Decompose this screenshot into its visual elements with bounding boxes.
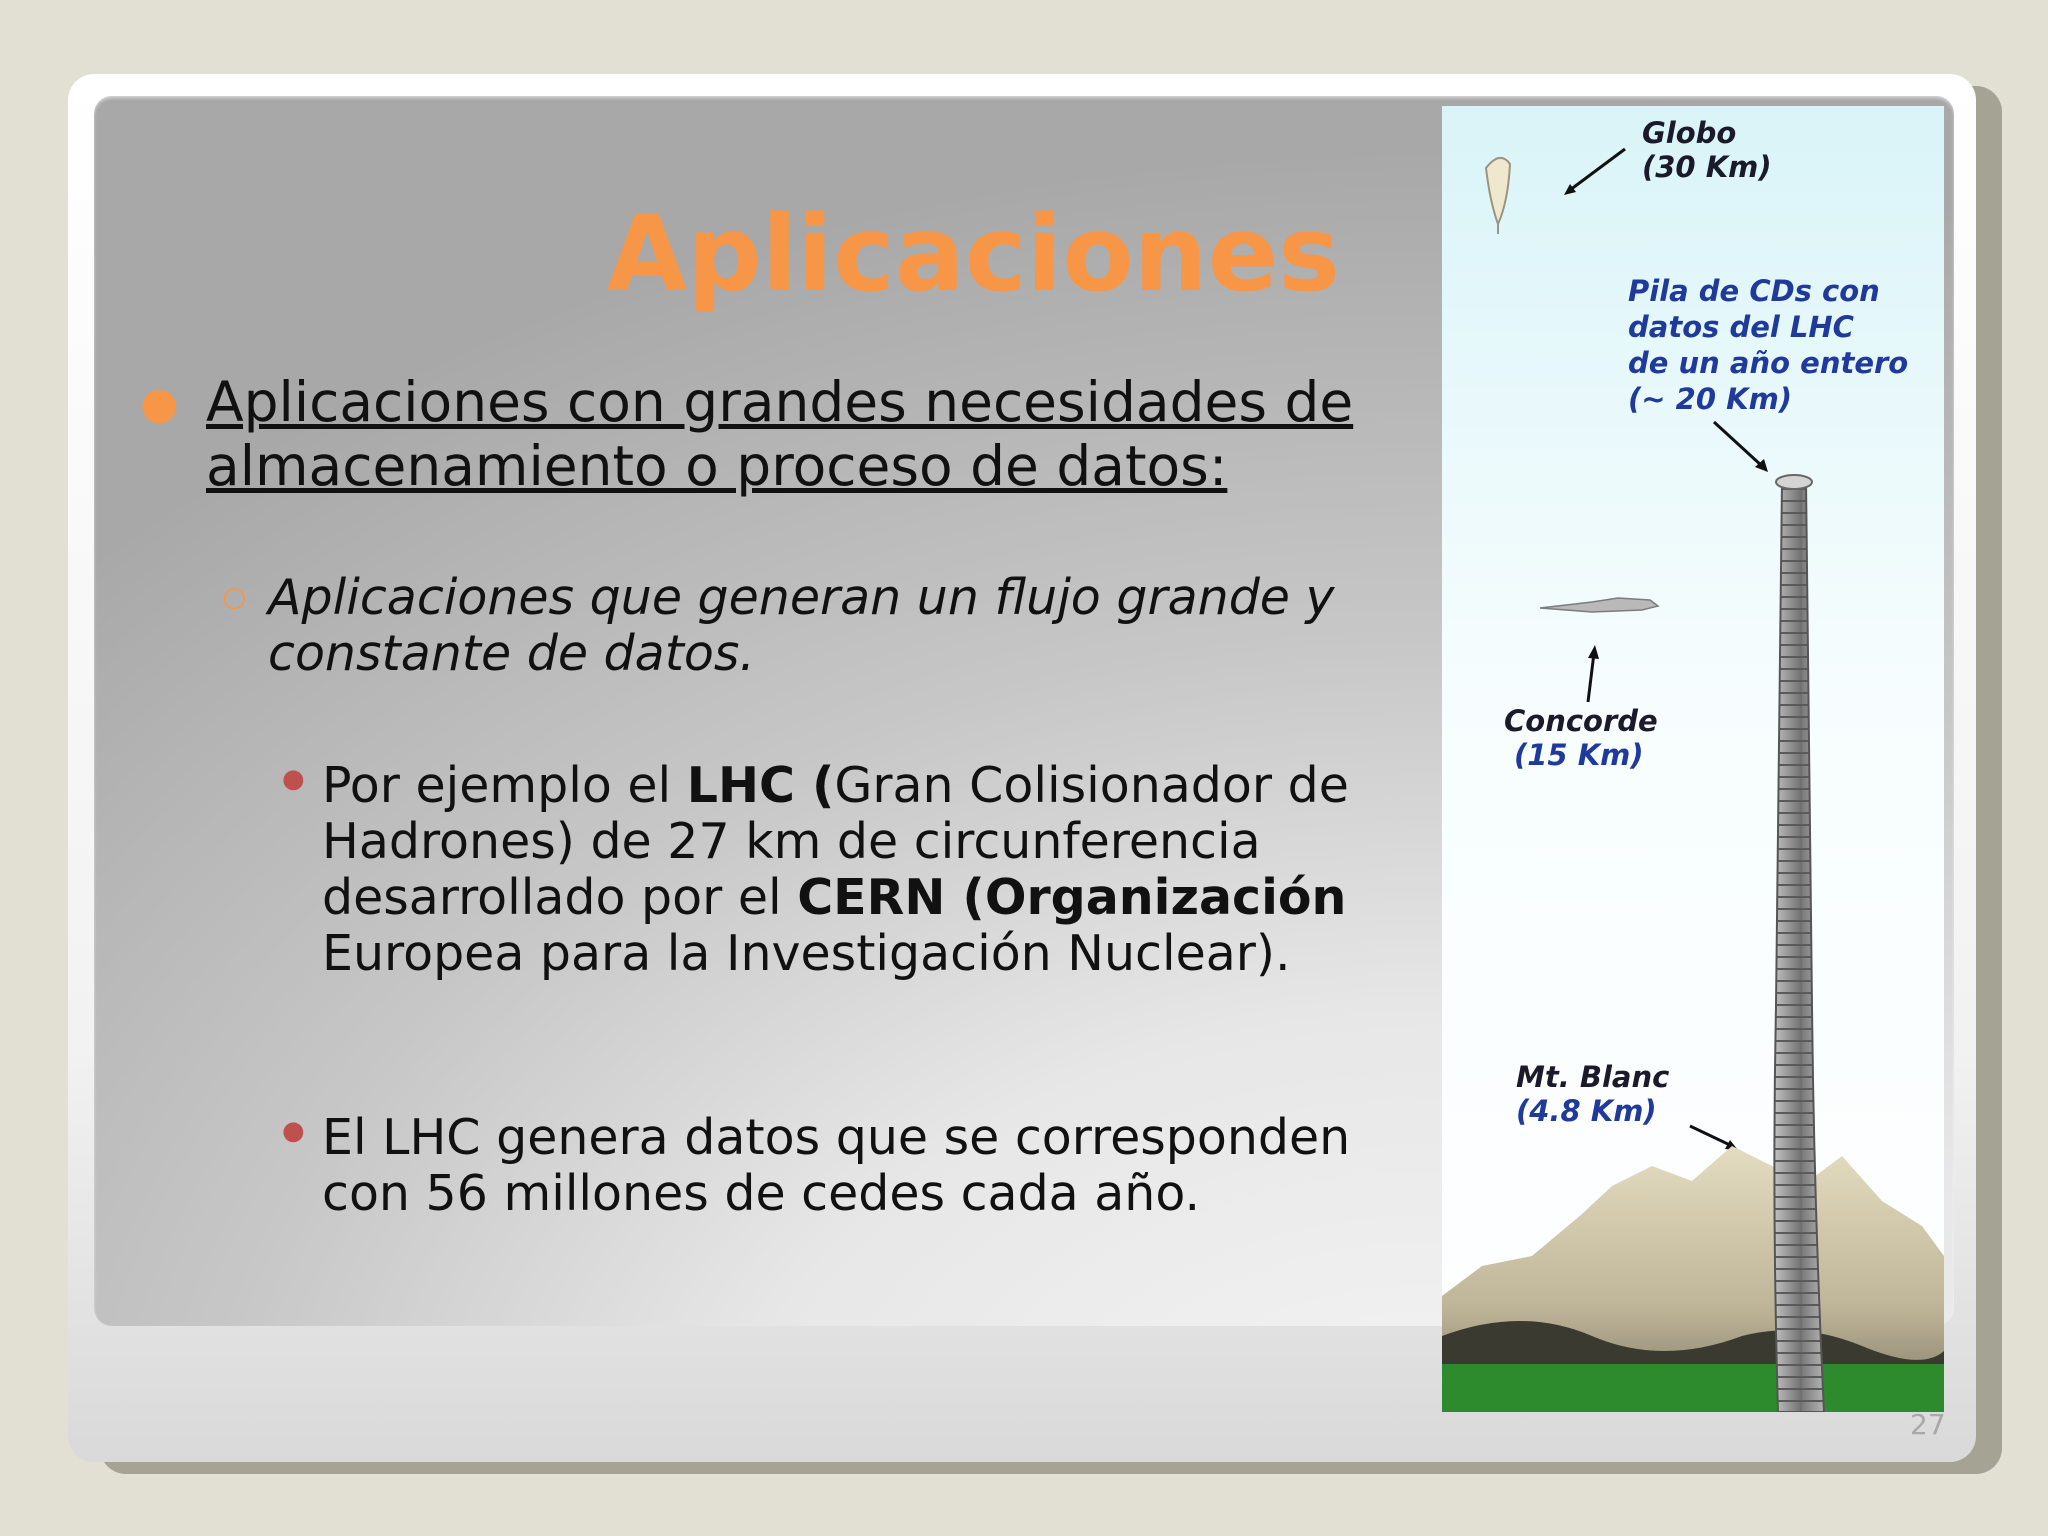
grass-strip <box>1442 1364 1944 1412</box>
bullet-dot-icon: ● <box>140 378 179 429</box>
page-number: 27 <box>1910 1408 1946 1441</box>
bullet-level3-data-text: El LHC genera datos que se corresponden con 56 millones de cedes cada año. <box>322 1109 1351 1222</box>
label-blanc-alt: (4.8 Km) <box>1516 1094 1657 1128</box>
lhc-text-part1: Por ejemplo el <box>322 757 687 814</box>
bullet-level3-lhc-text <box>322 758 1402 982</box>
cern-bold: CERN (Organización <box>797 869 1347 926</box>
lhc-text-part2: Gran Colisionador de Hadrones) de 27 km de circunferencia desarrollado por el <box>322 757 1349 926</box>
bullet-ring-icon: ○ <box>222 580 247 613</box>
label-concorde-name: Concorde <box>1504 704 1658 738</box>
lhc-text-part3: Europea para la Investigación Nuclear). <box>322 925 1291 982</box>
lhc-bold: LHC ( <box>686 757 835 814</box>
bullet-level3-data <box>282 1110 1402 1222</box>
bullet-level2 <box>222 570 1402 682</box>
bullet-level2-text: Aplicaciones que generan un flujo grande y constante de datos. <box>268 569 1335 682</box>
cd-stack-illustration <box>1442 106 1944 1412</box>
label-blanc-name: Mt. Blanc <box>1516 1060 1670 1094</box>
slide-title: Aplicaciones <box>606 193 1340 315</box>
bullet-level1-text: Aplicaciones con grandes necesidades de almacenamiento o proceso de datos: <box>206 370 1354 498</box>
label-pila-line3: de un año entero <box>1628 346 1909 380</box>
label-concorde-alt: (15 Km) <box>1514 738 1644 772</box>
label-pila-line1: Pila de CDs con <box>1628 274 1880 308</box>
label-globo-alt: (30 Km) <box>1642 150 1772 184</box>
bullet-small-dot-icon: ● <box>282 764 305 794</box>
bullet-level3-lhc <box>282 758 1402 982</box>
label-pila-line4: (~ 20 Km) <box>1628 382 1793 416</box>
bullet-small-dot-icon: ● <box>282 1116 305 1146</box>
label-globo-name: Globo <box>1642 116 1737 150</box>
bullet-level1 <box>140 370 1400 498</box>
label-pila-line2: datos del LHC <box>1628 310 1854 344</box>
